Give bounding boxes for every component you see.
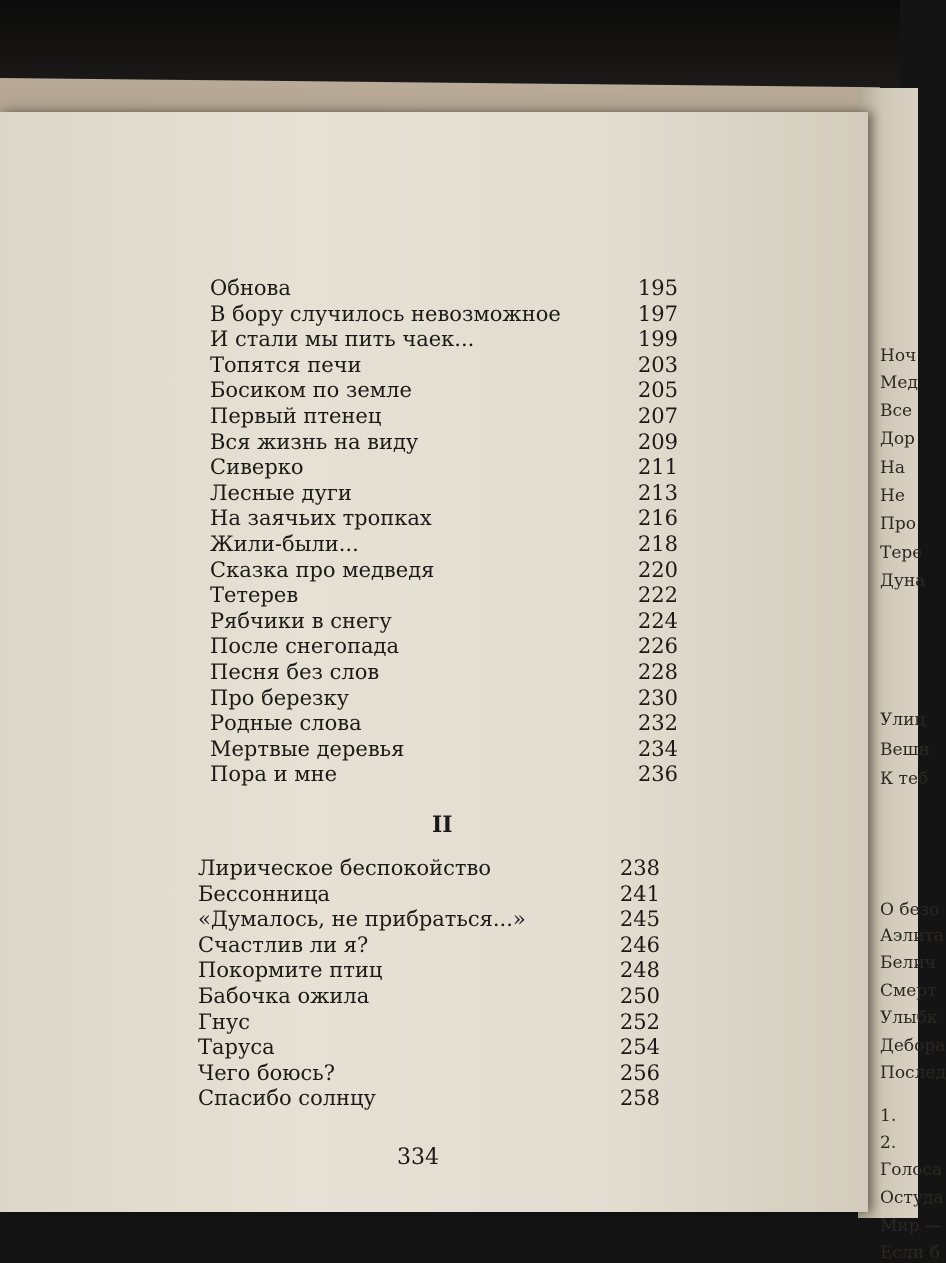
section-heading: II [432, 812, 453, 838]
toc-entry-page: 222 [637, 583, 678, 608]
toc-entry-page: 195 [637, 276, 678, 300]
toc-entry [198, 856, 660, 882]
toc-entry-page: 248 [619, 958, 660, 983]
facing-page-fragment: Белич [880, 953, 936, 973]
facing-page-fragment: Не [880, 486, 905, 506]
toc-entry-page: 203 [637, 352, 678, 377]
toc-entry [210, 481, 678, 507]
toc-part-1 [210, 276, 678, 788]
toc-entry-page: 216 [637, 506, 678, 531]
toc-entry [210, 558, 678, 584]
toc-entry-page: 197 [637, 301, 678, 326]
toc-entry [210, 276, 678, 302]
toc-entry-page: 224 [637, 608, 678, 633]
toc-entry-title: Таруса [198, 1035, 275, 1060]
toc-entry [210, 532, 678, 558]
facing-page-fragment: 1. [880, 1106, 897, 1126]
toc-entry [210, 455, 678, 481]
toc-entry-page: 226 [637, 634, 678, 659]
toc-entry [210, 430, 678, 456]
facing-page-fragment: К теб [880, 769, 929, 789]
toc-entry-page: 236 [637, 762, 678, 787]
toc-entry-title: Гнус [198, 1009, 251, 1034]
toc-entry [210, 506, 678, 532]
toc-entry-page: 230 [637, 685, 678, 710]
toc-entry-title: Вся жизнь на виду [210, 429, 419, 454]
toc-entry-title: Первый птенец [210, 403, 382, 428]
toc-entry [210, 378, 678, 404]
facing-page-fragment: О безо [880, 900, 940, 920]
toc-entry-title: Бабочка ожила [198, 983, 370, 1008]
facing-page-fragment: Дор [880, 429, 915, 449]
toc-entry-page: 241 [619, 881, 660, 906]
toc-entry-title: И стали мы пить чаек... [210, 327, 475, 352]
toc-part-2 [198, 856, 660, 1112]
toc-entry-title: Песня без слов [210, 659, 380, 684]
toc-entry-title: Сиверко [210, 455, 304, 480]
toc-entry [198, 1086, 660, 1112]
toc-entry [210, 583, 678, 609]
toc-entry-page: 246 [619, 932, 660, 957]
toc-entry-title: Обнова [210, 276, 291, 300]
toc-entry-title: Топятся печи [210, 352, 362, 377]
toc-entry-title: Босиком по земле [210, 378, 412, 403]
toc-entry [198, 1010, 660, 1036]
toc-entry-page: 254 [619, 1035, 660, 1060]
facing-page-fragment: Голоса [880, 1160, 943, 1180]
toc-entry [210, 660, 678, 686]
toc-entry-title: Жили-были... [210, 531, 359, 556]
toc-entry-page: 211 [637, 455, 678, 480]
toc-entry [198, 1035, 660, 1061]
toc-entry-page: 199 [637, 327, 678, 352]
toc-entry [198, 958, 660, 984]
toc-entry-title: Мертвые деревья [210, 736, 405, 761]
facing-page-fragment: Дуна [880, 571, 926, 591]
toc-entry-page: 228 [637, 659, 678, 684]
toc-entry [210, 686, 678, 712]
toc-entry-title: В бору случилось невозможное [210, 301, 561, 326]
toc-entry-title: Лесные дуги [210, 480, 352, 505]
toc-entry [210, 737, 678, 763]
toc-entry [210, 404, 678, 430]
toc-entry-title: Покормите птиц [198, 958, 383, 983]
facing-page-fragment: Аэлита [880, 926, 945, 946]
toc-entry-page: 218 [637, 531, 678, 556]
toc-entry [210, 609, 678, 635]
toc-entry-page: 252 [619, 1009, 660, 1034]
facing-page-fragment: Дебора [880, 1036, 946, 1056]
toc-entry [198, 907, 660, 933]
toc-entry [210, 302, 678, 328]
toc-entry-title: Спасибо солнцу [198, 1086, 376, 1111]
toc-entry [210, 634, 678, 660]
toc-entry-page: 258 [619, 1086, 660, 1111]
toc-entry-title: Родные слова [210, 711, 362, 736]
facing-page-fragment: Остуда [880, 1188, 944, 1208]
toc-entry [210, 711, 678, 737]
toc-entry-page: 234 [637, 736, 678, 761]
toc-entry-title: Про березку [210, 685, 349, 710]
facing-page-fragment: Мир — [880, 1216, 943, 1236]
toc-entry-page: 250 [619, 983, 660, 1008]
facing-page-fragment: Улиц [880, 710, 926, 730]
toc-entry-page: 207 [637, 403, 678, 428]
facing-page-fragment: Смерт [880, 981, 937, 1001]
facing-page-fragment: Послед [880, 1063, 946, 1083]
toc-entry-title: Чего боюсь? [198, 1060, 336, 1085]
toc-entry-title: Сказка про медведя [210, 557, 435, 582]
page-number: 334 [397, 1145, 439, 1170]
facing-page-fragment: Про [880, 514, 916, 534]
toc-entry-title: «Думалось, не прибраться...» [198, 907, 526, 932]
toc-entry-title: На заячьих тропках [210, 506, 432, 531]
toc-entry-page: 205 [637, 378, 678, 403]
toc-entry-page: 256 [619, 1060, 660, 1085]
toc-entry-title: Рябчики в снегу [210, 608, 392, 633]
facing-page-fragment: Улыбк [880, 1008, 938, 1028]
facing-page-fragment: На [880, 458, 905, 478]
toc-entry [210, 762, 678, 788]
toc-entry-page: 238 [619, 856, 660, 880]
facing-page-fragment: Тере [880, 543, 923, 563]
toc-entry-title: Лирическое беспокойство [198, 856, 491, 880]
toc-entry [210, 327, 678, 353]
toc-entry [210, 353, 678, 379]
facing-page-fragment: 2. [880, 1133, 897, 1153]
facing-page-fragment: Если б [880, 1243, 940, 1263]
toc-entry-title: Счастлив ли я? [198, 932, 369, 957]
toc-entry-title: Пора и мне [210, 762, 338, 787]
facing-page-fragment: Все [880, 401, 913, 421]
toc-entry [198, 882, 660, 908]
toc-entry-page: 213 [637, 480, 678, 505]
facing-page-fragment: Мед [880, 373, 918, 393]
toc-entry-page: 245 [619, 907, 660, 932]
toc-entry-page: 232 [637, 711, 678, 736]
facing-page-fragment: Вешн [880, 740, 930, 760]
facing-page-fragment: Ноч [880, 346, 917, 366]
toc-entry [198, 933, 660, 959]
toc-entry-title: После снегопада [210, 634, 399, 659]
toc-entry-title: Бессонница [198, 881, 331, 906]
toc-entry-title: Тетерев [210, 583, 299, 608]
toc-entry-page: 209 [637, 429, 678, 454]
toc-entry [198, 1061, 660, 1087]
toc-entry [198, 984, 660, 1010]
toc-entry-page: 220 [637, 557, 678, 582]
